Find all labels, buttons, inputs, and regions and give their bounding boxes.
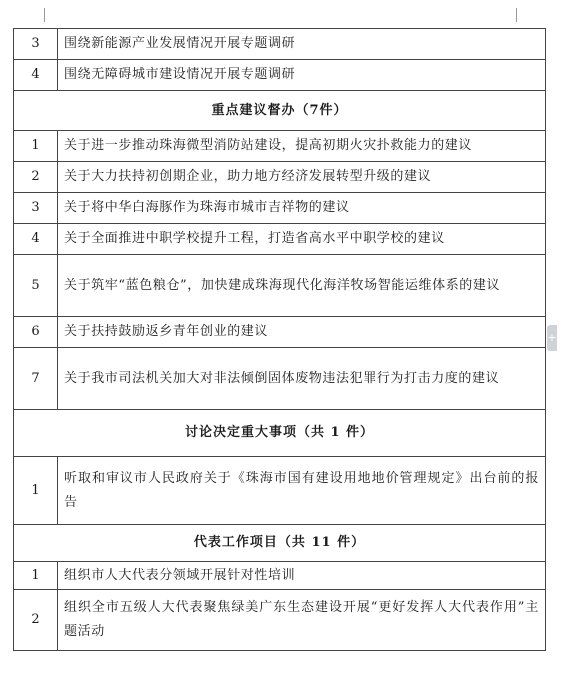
table-row <box>14 131 546 162</box>
row-text: 关于筑牢“蓝色粮仓”，加快建成珠海现代化海洋牧场智能运维体系的建议 <box>58 255 546 317</box>
page-corner-mark <box>26 8 45 22</box>
work-plan-table <box>13 28 546 651</box>
row-text: 关于大力扶持初创期企业，助力地方经济发展转型升级的建议 <box>58 162 546 193</box>
row-number: 1 <box>14 562 58 590</box>
table-row <box>14 224 546 255</box>
row-number: 2 <box>14 590 58 651</box>
row-text: 听取和审议市人民政府关于《珠海市国有建设用地地价管理规定》出台前的报告 <box>58 457 546 525</box>
row-text: 围绕新能源产业发展情况开展专题调研 <box>58 29 546 60</box>
row-number: 6 <box>14 317 58 348</box>
row-text: 关于全面推进中职学校提升工程，打造省高水平中职学校的建议 <box>58 224 546 255</box>
row-number: 3 <box>14 193 58 224</box>
row-text: 围绕无障碍城市建设情况开展专题调研 <box>58 60 546 91</box>
section-title: 重点建议督办（7件） <box>14 91 546 131</box>
table-row <box>14 562 546 590</box>
table-row <box>14 60 546 91</box>
table-row <box>14 193 546 224</box>
row-number: 3 <box>14 29 58 60</box>
row-text: 关于将中华白海豚作为珠海市城市吉祥物的建议 <box>58 193 546 224</box>
section-header-row <box>14 91 546 131</box>
section-title: 代表工作项目（共 11 件） <box>14 525 546 562</box>
table-row <box>14 457 546 525</box>
section-title: 讨论决定重大事项（共 1 件） <box>14 410 546 457</box>
table-row <box>14 29 546 60</box>
row-text: 关于我市司法机关加大对非法倾倒固体废物违法犯罪行为打击力度的建议 <box>58 348 546 410</box>
row-number: 1 <box>14 457 58 525</box>
table-row <box>14 348 546 410</box>
table-row <box>14 590 546 651</box>
table-row <box>14 317 546 348</box>
row-number: 2 <box>14 162 58 193</box>
row-number: 4 <box>14 60 58 91</box>
row-text: 组织市人大代表分领域开展针对性培训 <box>58 562 546 590</box>
row-number: 7 <box>14 348 58 410</box>
table-row <box>14 162 546 193</box>
row-number: 4 <box>14 224 58 255</box>
row-number: 1 <box>14 131 58 162</box>
row-text: 关于扶持鼓励返乡青年创业的建议 <box>58 317 546 348</box>
section-header-row <box>14 410 546 457</box>
table-row <box>14 255 546 317</box>
page-corner-mark <box>516 8 535 22</box>
row-text: 组织全市五级人大代表聚焦绿美广东生态建设开展“更好发挥人大代表作用”主题活动 <box>58 590 546 651</box>
row-number: 5 <box>14 255 58 317</box>
row-text: 关于进一步推动珠海微型消防站建设，提高初期火灾扑救能力的建议 <box>58 131 546 162</box>
section-header-row <box>14 525 546 562</box>
expand-panel-tab[interactable]: + <box>547 325 557 351</box>
